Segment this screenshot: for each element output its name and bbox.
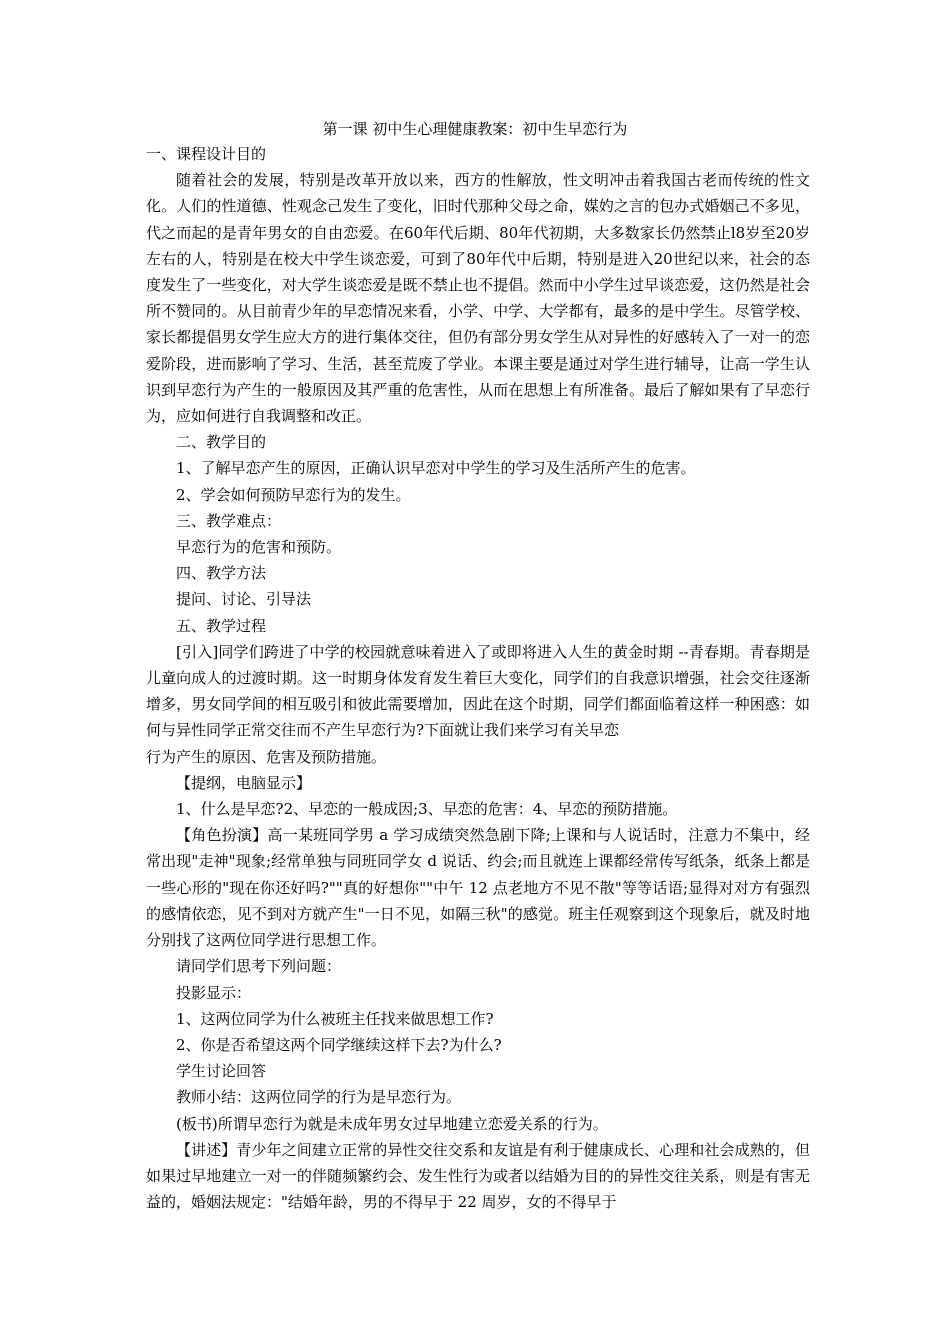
paragraph: 三、教学难点：	[176, 511, 282, 530]
document-body	[146, 141, 810, 1215]
paragraph: 早恋行为的危害和预防。	[176, 538, 342, 557]
paragraph: 【角色扮演】高一某班同学男 a 学习成绩突然急剧下降;上课和与人说话时，注意力不集中，经常出现"走神"现象;经常单独与同班同学女 d 说话、约会;而且就连上课都经常传写纸条，纸条上都是一些心形的"现在你还好吗?""真的好想你""中午 12 点老地方不见不散"等等话语;显得对对方有强烈的感情依恋，见不到对方就产生"一日不见，如隔三秋"的感觉。班主任观察到这个现象后，就及时地分别找了这两位同学进行思想工作。	[146, 826, 810, 950]
paragraph: 二、教学目的	[176, 433, 267, 452]
paragraph: 【提纲，电脑显示】	[176, 773, 312, 792]
paragraph: 2、你是否希望这两个同学继续这样下去?为什么?	[176, 1035, 502, 1054]
paragraph: 教师小结：这两位同学的行为是早恋行为。	[176, 1088, 462, 1107]
paragraph: 1、这两位同学为什么被班主任找来做思想工作?	[176, 1009, 494, 1028]
paragraph: 随着社会的发展，特别是改革开放以来，西方的性解放，性文明冲击着我国古老而传统的性文化。人们的性道德、性观念己发生了变化，旧时代那种父母之命，媒妁之言的包办式婚姻己不多见，代之而起的是青年男女的自由恋爱。在60年代后期、80年代初期，大多数家长仍然禁止l8岁至20岁左右的人，特别是在校大中学生谈恋爱，可到了80年代中后期，特别是进入20世纪以来，社会的态度发生了一些变化，对大学生谈恋爱是既不禁止也不提倡。然而中小学生过早谈恋爱，这仍然是社会所不赞同的。从目前青少年的早恋情况来看，小学、中学、大学都有，最多的是中学生。尽管学校、家长都提倡男女学生应大方的进行集体交往，但仍有部分男女学生从对异性的好感转入了一对一的恋爱阶段，进而影响了学习、生活，甚至荒废了学业。本课主要是通过对学生进行辅导，让高一学生认识到早恋行为产生的一般原因及其严重的危害性，从而在思想上有所准备。最后了解如果有了早恋行为，应如何进行自我调整和改正。	[146, 171, 810, 426]
paragraph: 五、教学过程	[176, 616, 267, 635]
paragraph: 一、课程设计目的	[146, 145, 267, 163]
paragraph: 投影显示：	[176, 983, 252, 1002]
document-title: 第一课 初中生心理健康教案：初中生早恋行为	[322, 120, 628, 138]
paragraph: 请同学们思考下列问题：	[176, 957, 342, 976]
paragraph: 行为产生的原因、危害及预防措施。	[146, 747, 387, 766]
paragraph: [引入]同学们跨进了中学的校园就意味着进入了或即将进入人生的黄金时期 --青春期。青春期是儿童向成人的过渡时期。这一时期身体发育发生着巨大变化，同学们的自我意识增强，社会交往逐渐增多，男女同学间的相互吸引和彼此需要增加，因此在这个时期，同学们都面临着这样一种困惑：如何与异性同学正常交往而不产生早恋行为?下面就让我们来学习有关早恋	[146, 642, 810, 740]
paragraph: 学生讨论回答	[176, 1062, 267, 1081]
paragraph: 1、什么是早恋?2、早恋的一般成因;3、早恋的危害：4、早恋的预防措施。	[176, 800, 678, 819]
paragraph: (板书)所谓早恋行为就是未成年男女过早地建立恋爱关系的行为。	[176, 1114, 608, 1133]
paragraph: 提问、讨论、引导法	[176, 590, 312, 609]
paragraph: 【讲述】青少年之间建立正常的异性交往交系和友谊是有利于健康成长、心理和社会成熟的，但如果过早地建立一对一的伴随频繁约会、发生性行为或者以结婚为目的的异性交往关系，则是有害无益的，婚姻法规定："结婚年龄，男的不得早于 22 周岁，女的不得早于	[146, 1140, 810, 1212]
paragraph: 2、学会如何预防早恋行为的发生。	[176, 485, 411, 504]
paragraph: 四、教学方法	[176, 564, 267, 583]
paragraph: 1、了解早恋产生的原因，正确认识早恋对中学生的学习及生活所产生的危害。	[176, 459, 696, 478]
